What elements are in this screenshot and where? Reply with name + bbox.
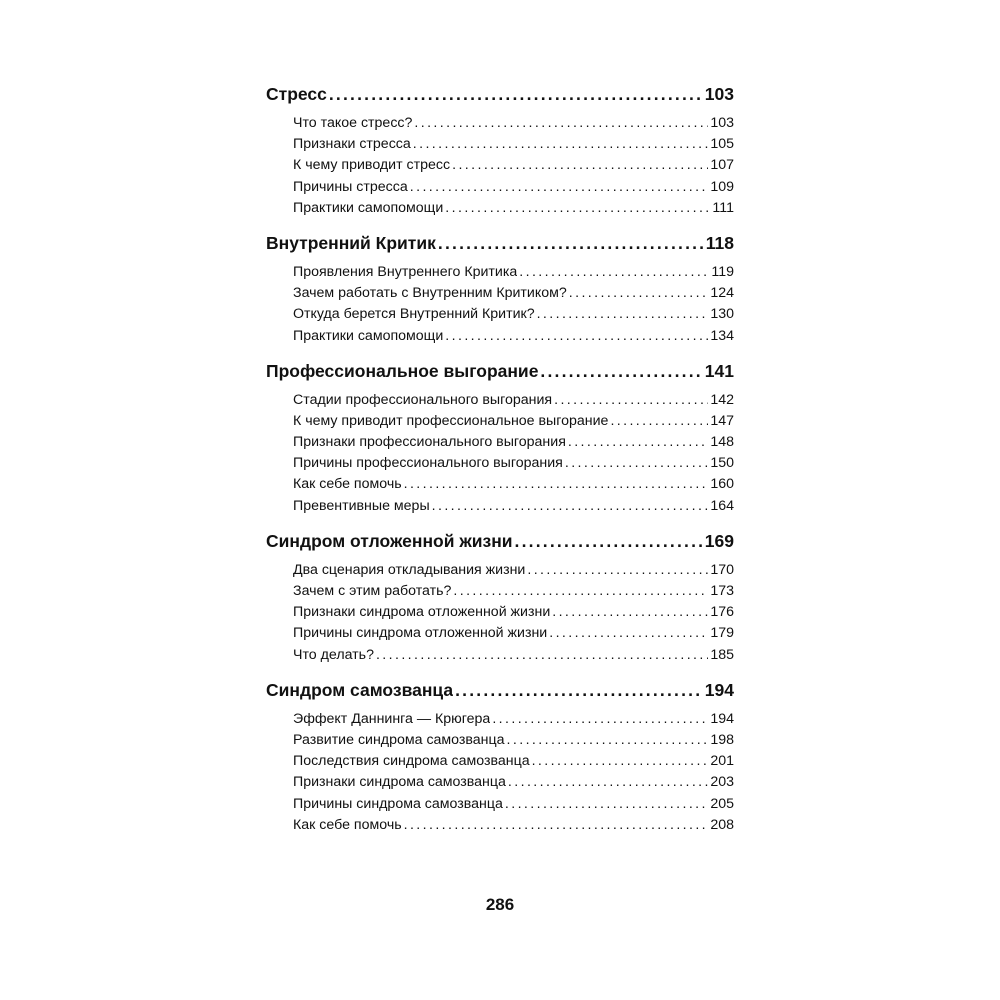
toc-entry <box>266 177 734 198</box>
dot-leader <box>537 304 709 325</box>
entry-title: К чему приводит стресс <box>293 157 451 174</box>
entry-title: Проявления Внутреннего Критика <box>293 263 518 280</box>
chapter-page: 103 <box>704 84 734 104</box>
entry-title: Зачем работать с Внутренним Критиком? <box>293 285 567 302</box>
toc-entry <box>266 432 734 453</box>
entry-title: Эффект Даннинга — Крюгера <box>293 710 491 727</box>
dot-leader <box>432 496 709 517</box>
dot-leader <box>414 113 708 134</box>
toc-section-stress <box>266 80 734 219</box>
dot-leader <box>492 709 708 730</box>
toc-entry <box>266 304 734 325</box>
toc-section-postponed-life <box>266 527 734 666</box>
entry-page: 150 <box>710 455 734 472</box>
dot-leader <box>404 474 709 495</box>
toc-entry <box>266 390 734 411</box>
entry-page: 124 <box>710 285 734 302</box>
toc-entry <box>266 772 734 793</box>
entry-page: 205 <box>710 795 734 812</box>
entry-page: 201 <box>710 753 734 770</box>
toc-entry <box>266 560 734 581</box>
entry-title: Превентивные меры <box>293 497 430 514</box>
chapter-title: Профессиональное выгорание <box>266 360 539 381</box>
entry-title: Что такое стресс? <box>293 115 413 131</box>
toc-entry <box>266 474 734 495</box>
entry-title: Стадии профессионального выгорания <box>293 391 553 408</box>
toc-entry <box>266 262 734 283</box>
entry-title: Признаки профессионального выгорания <box>293 434 566 451</box>
entry-page: 142 <box>710 391 734 408</box>
dot-leader <box>413 134 709 155</box>
chapter-page: 194 <box>704 679 734 700</box>
toc-entry <box>266 623 734 644</box>
toc-entry <box>266 751 734 772</box>
entry-page: 198 <box>710 731 734 748</box>
toc-entry <box>266 134 734 155</box>
entry-page: 134 <box>710 327 734 344</box>
entry-page: 103 <box>710 115 734 131</box>
toc-section-burnout <box>266 357 734 517</box>
entry-page: 170 <box>710 561 734 578</box>
chapter-title: Синдром самозванца <box>266 679 454 700</box>
entry-page: 148 <box>710 434 734 451</box>
entry-title: Откуда берется Внутренний Критик? <box>293 306 535 323</box>
toc-chapter <box>266 80 734 108</box>
entry-page: 109 <box>710 178 734 195</box>
entry-page: 179 <box>710 625 734 642</box>
toc-entry <box>266 794 734 815</box>
entry-page: 160 <box>710 476 734 493</box>
toc-section-impostor <box>266 676 734 836</box>
dot-leader <box>505 794 708 815</box>
entry-title: Практики самопомощи <box>293 327 444 344</box>
entry-title: Как себе помочь <box>293 476 402 493</box>
dot-leader <box>554 390 708 411</box>
toc-entry <box>266 581 734 602</box>
dot-leader <box>452 155 708 176</box>
dot-leader <box>569 283 709 304</box>
entry-title: Причины профессионального выгорания <box>293 455 563 472</box>
chapter-title: Внутренний Критик <box>266 232 436 253</box>
entry-title: Два сценария откладывания жизни <box>293 561 526 578</box>
dot-leader <box>552 602 708 623</box>
entry-title: Последствия синдрома самозванца <box>293 753 530 770</box>
chapter-page: 141 <box>704 360 734 381</box>
page-number: 286 <box>485 895 515 914</box>
dot-leader <box>438 229 704 257</box>
toc-entry <box>266 411 734 432</box>
toc-entry <box>266 709 734 730</box>
entry-page: 111 <box>712 199 734 216</box>
entry-title: Как себе помочь <box>293 816 402 833</box>
toc-entry <box>266 155 734 176</box>
dot-leader <box>329 80 703 108</box>
dot-leader <box>549 623 708 644</box>
toc-section-inner-critic <box>266 229 734 347</box>
dot-leader <box>519 262 709 283</box>
entry-page: 147 <box>710 412 734 429</box>
entry-page: 119 <box>711 263 734 280</box>
toc-entry <box>266 496 734 517</box>
entry-page: 173 <box>710 583 734 599</box>
chapter-title: Синдром отложенной жизни <box>266 530 513 551</box>
entry-title: Признаки синдрома отложенной жизни <box>293 604 551 621</box>
dot-leader <box>404 815 709 836</box>
table-of-contents <box>266 80 734 836</box>
dot-leader <box>445 326 708 347</box>
dot-leader <box>455 676 703 704</box>
toc-entry <box>266 645 734 666</box>
dot-leader <box>565 453 708 474</box>
dot-leader <box>507 730 709 751</box>
entry-page: 105 <box>710 136 734 153</box>
entry-title: Признаки стресса <box>293 136 411 153</box>
entry-page: 208 <box>710 816 734 833</box>
chapter-title: Стресс <box>266 84 327 104</box>
entry-page: 203 <box>710 774 734 791</box>
dot-leader <box>515 527 703 555</box>
toc-chapter <box>266 676 734 704</box>
toc-entry <box>266 453 734 474</box>
entry-page: 130 <box>710 306 734 323</box>
toc-chapter <box>266 229 734 257</box>
entry-title: Признаки синдрома самозванца <box>293 774 506 791</box>
toc-entry <box>266 730 734 751</box>
entry-page: 164 <box>710 497 734 514</box>
dot-leader <box>540 357 702 385</box>
toc-entry <box>266 113 734 134</box>
toc-entry <box>266 283 734 304</box>
toc-entry <box>266 198 734 219</box>
entry-title: Причины стресса <box>293 178 408 195</box>
dot-leader <box>410 177 709 198</box>
entry-title: К чему приводит профессиональное выгорание <box>293 412 609 429</box>
entry-title: Зачем с этим работать? <box>293 583 452 599</box>
entry-title: Развитие синдрома самозванца <box>293 731 505 748</box>
toc-entry <box>266 326 734 347</box>
dot-leader <box>445 198 710 219</box>
dot-leader <box>610 411 708 432</box>
dot-leader <box>453 581 708 602</box>
toc-entry <box>266 602 734 623</box>
toc-chapter <box>266 527 734 555</box>
toc-entry <box>266 815 734 836</box>
entry-page: 176 <box>710 604 734 621</box>
entry-page: 194 <box>710 710 734 727</box>
entry-title: Практики самопомощи <box>293 199 444 216</box>
entry-page: 185 <box>710 646 734 663</box>
entry-title: Причины синдрома отложенной жизни <box>293 625 548 642</box>
dot-leader <box>376 645 708 666</box>
entry-title: Что делать? <box>293 646 374 663</box>
dot-leader <box>508 772 708 793</box>
dot-leader <box>532 751 709 772</box>
chapter-page: 118 <box>705 232 734 253</box>
toc-chapter <box>266 357 734 385</box>
chapter-page: 169 <box>704 530 734 551</box>
entry-title: Причины синдрома самозванца <box>293 795 503 812</box>
dot-leader <box>527 560 708 581</box>
entry-page: 107 <box>710 157 734 174</box>
dot-leader <box>568 432 708 453</box>
